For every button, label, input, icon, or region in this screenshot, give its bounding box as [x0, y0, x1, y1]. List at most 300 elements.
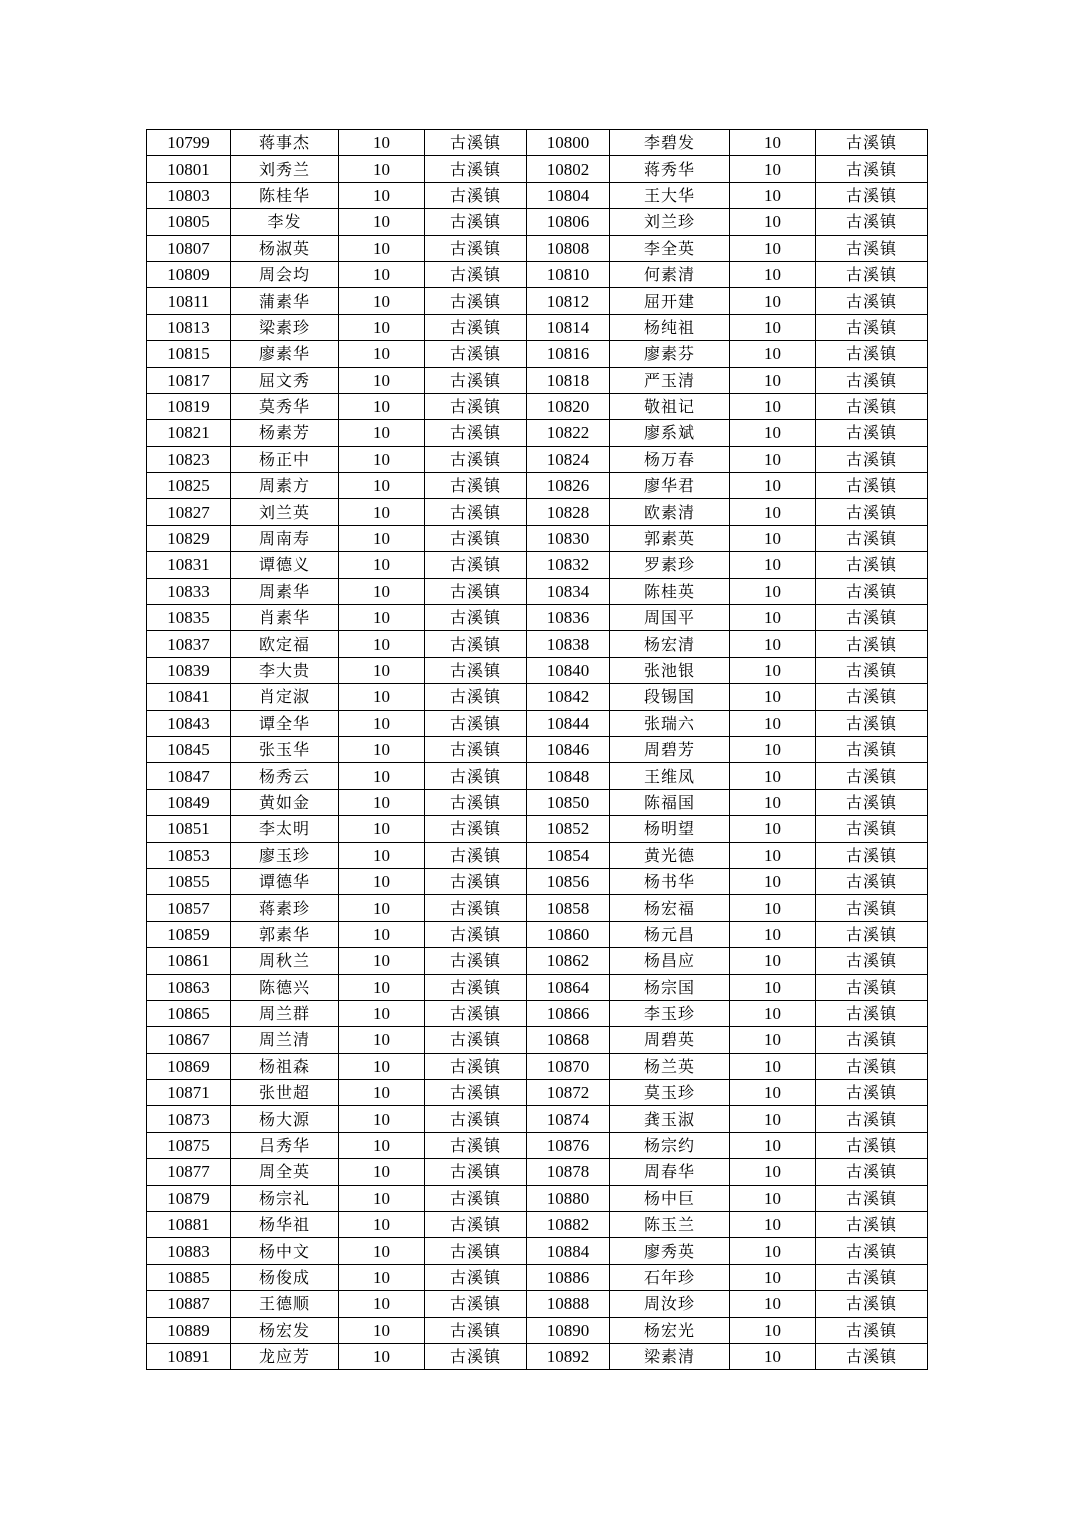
table-row: [147, 1080, 928, 1106]
right-name-cell: 蒋秀华: [610, 156, 730, 182]
right-record-id-cell: 10838: [527, 631, 610, 657]
left-name-cell: 吕秀华: [231, 1132, 339, 1158]
right-town-cell: 古溪镇: [816, 1238, 928, 1264]
left-town-cell: 古溪镇: [425, 367, 527, 393]
right-quantity-cell: 10: [730, 1317, 816, 1343]
left-record-id-cell: 10861: [147, 948, 231, 974]
table-row: [147, 499, 928, 525]
left-quantity-cell: 10: [339, 288, 425, 314]
left-town-cell: 古溪镇: [425, 1238, 527, 1264]
left-name-cell: 陈德兴: [231, 974, 339, 1000]
right-quantity-cell: 10: [730, 789, 816, 815]
right-name-cell: 梁素清: [610, 1343, 730, 1369]
table-row: [147, 1106, 928, 1132]
right-record-id-cell: 10848: [527, 763, 610, 789]
right-name-cell: 周汝珍: [610, 1291, 730, 1317]
left-record-id-cell: 10843: [147, 710, 231, 736]
right-town-cell: 古溪镇: [816, 605, 928, 631]
right-name-cell: 周碧芳: [610, 736, 730, 762]
right-town-cell: 古溪镇: [816, 763, 928, 789]
left-name-cell: 蒋事杰: [231, 130, 339, 156]
table-row: [147, 1291, 928, 1317]
left-quantity-cell: 10: [339, 921, 425, 947]
left-name-cell: 蒋素珍: [231, 895, 339, 921]
left-record-id-cell: 10833: [147, 578, 231, 604]
left-record-id-cell: 10809: [147, 261, 231, 287]
left-name-cell: 梁素珍: [231, 314, 339, 340]
left-record-id-cell: 10867: [147, 1027, 231, 1053]
left-record-id-cell: 10855: [147, 868, 231, 894]
right-town-cell: 古溪镇: [816, 1027, 928, 1053]
left-name-cell: 杨俊成: [231, 1264, 339, 1290]
left-quantity-cell: 10: [339, 631, 425, 657]
right-record-id-cell: 10830: [527, 525, 610, 551]
left-quantity-cell: 10: [339, 1106, 425, 1132]
left-record-id-cell: 10803: [147, 182, 231, 208]
left-name-cell: 张玉华: [231, 736, 339, 762]
right-name-cell: 杨宗国: [610, 974, 730, 1000]
left-quantity-cell: 10: [339, 1027, 425, 1053]
right-town-cell: 古溪镇: [816, 209, 928, 235]
right-name-cell: 刘兰珍: [610, 209, 730, 235]
left-quantity-cell: 10: [339, 868, 425, 894]
left-town-cell: 古溪镇: [425, 182, 527, 208]
right-town-cell: 古溪镇: [816, 684, 928, 710]
left-quantity-cell: 10: [339, 816, 425, 842]
right-town-cell: 古溪镇: [816, 1212, 928, 1238]
left-quantity-cell: 10: [339, 1238, 425, 1264]
left-town-cell: 古溪镇: [425, 1106, 527, 1132]
table-row: [147, 288, 928, 314]
left-town-cell: 古溪镇: [425, 1053, 527, 1079]
right-name-cell: 廖素芬: [610, 341, 730, 367]
right-name-cell: 陈桂英: [610, 578, 730, 604]
right-quantity-cell: 10: [730, 473, 816, 499]
table-row: [147, 1053, 928, 1079]
right-name-cell: 李碧发: [610, 130, 730, 156]
left-name-cell: 谭德华: [231, 868, 339, 894]
right-record-id-cell: 10862: [527, 948, 610, 974]
left-record-id-cell: 10847: [147, 763, 231, 789]
left-name-cell: 莫秀华: [231, 393, 339, 419]
left-record-id-cell: 10827: [147, 499, 231, 525]
left-quantity-cell: 10: [339, 763, 425, 789]
left-quantity-cell: 10: [339, 341, 425, 367]
left-quantity-cell: 10: [339, 789, 425, 815]
left-record-id-cell: 10801: [147, 156, 231, 182]
right-quantity-cell: 10: [730, 1291, 816, 1317]
left-town-cell: 古溪镇: [425, 1080, 527, 1106]
right-quantity-cell: 10: [730, 1080, 816, 1106]
left-name-cell: 周兰群: [231, 1000, 339, 1026]
left-town-cell: 古溪镇: [425, 1132, 527, 1158]
left-town-cell: 古溪镇: [425, 393, 527, 419]
right-name-cell: 段锡国: [610, 684, 730, 710]
right-quantity-cell: 10: [730, 156, 816, 182]
left-record-id-cell: 10873: [147, 1106, 231, 1132]
right-quantity-cell: 10: [730, 1132, 816, 1158]
table-row: [147, 130, 928, 156]
left-quantity-cell: 10: [339, 974, 425, 1000]
right-quantity-cell: 10: [730, 1264, 816, 1290]
left-town-cell: 古溪镇: [425, 763, 527, 789]
right-name-cell: 陈玉兰: [610, 1212, 730, 1238]
right-name-cell: 屈开建: [610, 288, 730, 314]
right-town-cell: 古溪镇: [816, 182, 928, 208]
right-quantity-cell: 10: [730, 605, 816, 631]
right-town-cell: 古溪镇: [816, 842, 928, 868]
left-town-cell: 古溪镇: [425, 789, 527, 815]
right-record-id-cell: 10826: [527, 473, 610, 499]
left-record-id-cell: 10823: [147, 446, 231, 472]
left-name-cell: 李大贵: [231, 657, 339, 683]
left-quantity-cell: 10: [339, 499, 425, 525]
left-name-cell: 屈文秀: [231, 367, 339, 393]
right-quantity-cell: 10: [730, 1106, 816, 1132]
right-quantity-cell: 10: [730, 1159, 816, 1185]
right-town-cell: 古溪镇: [816, 895, 928, 921]
left-quantity-cell: 10: [339, 314, 425, 340]
left-town-cell: 古溪镇: [425, 1291, 527, 1317]
right-record-id-cell: 10886: [527, 1264, 610, 1290]
table-row: [147, 736, 928, 762]
left-quantity-cell: 10: [339, 657, 425, 683]
right-town-cell: 古溪镇: [816, 552, 928, 578]
right-town-cell: 古溪镇: [816, 1080, 928, 1106]
right-quantity-cell: 10: [730, 182, 816, 208]
right-quantity-cell: 10: [730, 1212, 816, 1238]
left-town-cell: 古溪镇: [425, 552, 527, 578]
left-record-id-cell: 10831: [147, 552, 231, 578]
left-record-id-cell: 10839: [147, 657, 231, 683]
left-town-cell: 古溪镇: [425, 948, 527, 974]
left-name-cell: 杨正中: [231, 446, 339, 472]
right-quantity-cell: 10: [730, 657, 816, 683]
right-record-id-cell: 10846: [527, 736, 610, 762]
left-quantity-cell: 10: [339, 948, 425, 974]
right-town-cell: 古溪镇: [816, 1053, 928, 1079]
left-name-cell: 欧定福: [231, 631, 339, 657]
left-town-cell: 古溪镇: [425, 974, 527, 1000]
left-record-id-cell: 10817: [147, 367, 231, 393]
right-name-cell: 李玉珍: [610, 1000, 730, 1026]
right-record-id-cell: 10822: [527, 420, 610, 446]
left-name-cell: 郭素华: [231, 921, 339, 947]
right-name-cell: 杨万春: [610, 446, 730, 472]
right-town-cell: 古溪镇: [816, 710, 928, 736]
table-row: [147, 1132, 928, 1158]
right-record-id-cell: 10810: [527, 261, 610, 287]
right-town-cell: 古溪镇: [816, 314, 928, 340]
left-town-cell: 古溪镇: [425, 235, 527, 261]
left-record-id-cell: 10863: [147, 974, 231, 1000]
left-quantity-cell: 10: [339, 736, 425, 762]
left-name-cell: 廖玉珍: [231, 842, 339, 868]
right-quantity-cell: 10: [730, 525, 816, 551]
left-quantity-cell: 10: [339, 393, 425, 419]
right-name-cell: 欧素清: [610, 499, 730, 525]
table-row: [147, 895, 928, 921]
left-name-cell: 廖素华: [231, 341, 339, 367]
left-quantity-cell: 10: [339, 1159, 425, 1185]
left-quantity-cell: 10: [339, 1317, 425, 1343]
right-name-cell: 李全英: [610, 235, 730, 261]
table-row: [147, 473, 928, 499]
left-name-cell: 杨华祖: [231, 1212, 339, 1238]
left-town-cell: 古溪镇: [425, 446, 527, 472]
left-quantity-cell: 10: [339, 420, 425, 446]
left-quantity-cell: 10: [339, 1291, 425, 1317]
left-name-cell: 杨大源: [231, 1106, 339, 1132]
right-quantity-cell: 10: [730, 974, 816, 1000]
right-record-id-cell: 10858: [527, 895, 610, 921]
right-name-cell: 石年珍: [610, 1264, 730, 1290]
left-record-id-cell: 10819: [147, 393, 231, 419]
left-record-id-cell: 10869: [147, 1053, 231, 1079]
right-quantity-cell: 10: [730, 1238, 816, 1264]
left-record-id-cell: 10825: [147, 473, 231, 499]
table-row: [147, 261, 928, 287]
right-quantity-cell: 10: [730, 209, 816, 235]
left-name-cell: 周素华: [231, 578, 339, 604]
right-town-cell: 古溪镇: [816, 288, 928, 314]
table-row: [147, 763, 928, 789]
right-record-id-cell: 10840: [527, 657, 610, 683]
right-record-id-cell: 10800: [527, 130, 610, 156]
right-quantity-cell: 10: [730, 1027, 816, 1053]
right-name-cell: 杨纯祖: [610, 314, 730, 340]
left-town-cell: 古溪镇: [425, 420, 527, 446]
left-town-cell: 古溪镇: [425, 631, 527, 657]
left-town-cell: 古溪镇: [425, 710, 527, 736]
left-name-cell: 周南寿: [231, 525, 339, 551]
right-record-id-cell: 10802: [527, 156, 610, 182]
left-name-cell: 杨淑英: [231, 235, 339, 261]
left-name-cell: 周秋兰: [231, 948, 339, 974]
right-record-id-cell: 10872: [527, 1080, 610, 1106]
table-row: [147, 1159, 928, 1185]
right-town-cell: 古溪镇: [816, 235, 928, 261]
right-quantity-cell: 10: [730, 736, 816, 762]
left-town-cell: 古溪镇: [425, 130, 527, 156]
right-town-cell: 古溪镇: [816, 156, 928, 182]
left-record-id-cell: 10815: [147, 341, 231, 367]
left-quantity-cell: 10: [339, 1264, 425, 1290]
right-name-cell: 何素清: [610, 261, 730, 287]
left-quantity-cell: 10: [339, 261, 425, 287]
left-quantity-cell: 10: [339, 367, 425, 393]
right-town-cell: 古溪镇: [816, 420, 928, 446]
left-record-id-cell: 10875: [147, 1132, 231, 1158]
right-record-id-cell: 10890: [527, 1317, 610, 1343]
left-quantity-cell: 10: [339, 525, 425, 551]
right-quantity-cell: 10: [730, 1343, 816, 1369]
table-row: [147, 1317, 928, 1343]
left-town-cell: 古溪镇: [425, 1000, 527, 1026]
right-name-cell: 陈福国: [610, 789, 730, 815]
right-quantity-cell: 10: [730, 842, 816, 868]
table-row: [147, 1027, 928, 1053]
left-record-id-cell: 10883: [147, 1238, 231, 1264]
left-town-cell: 古溪镇: [425, 525, 527, 551]
left-quantity-cell: 10: [339, 605, 425, 631]
left-record-id-cell: 10837: [147, 631, 231, 657]
right-town-cell: 古溪镇: [816, 499, 928, 525]
right-name-cell: 罗素珍: [610, 552, 730, 578]
left-name-cell: 杨祖森: [231, 1053, 339, 1079]
left-town-cell: 古溪镇: [425, 657, 527, 683]
right-town-cell: 古溪镇: [816, 525, 928, 551]
right-quantity-cell: 10: [730, 1053, 816, 1079]
right-name-cell: 杨中巨: [610, 1185, 730, 1211]
table-row: [147, 1264, 928, 1290]
right-record-id-cell: 10850: [527, 789, 610, 815]
left-town-cell: 古溪镇: [425, 684, 527, 710]
table-row: [147, 868, 928, 894]
right-name-cell: 杨书华: [610, 868, 730, 894]
left-town-cell: 古溪镇: [425, 1317, 527, 1343]
left-name-cell: 周兰清: [231, 1027, 339, 1053]
left-record-id-cell: 10889: [147, 1317, 231, 1343]
right-record-id-cell: 10856: [527, 868, 610, 894]
left-quantity-cell: 10: [339, 895, 425, 921]
right-record-id-cell: 10868: [527, 1027, 610, 1053]
left-record-id-cell: 10845: [147, 736, 231, 762]
roster-table: [146, 129, 928, 1370]
left-town-cell: 古溪镇: [425, 1264, 527, 1290]
table-row: [147, 842, 928, 868]
right-name-cell: 杨昌应: [610, 948, 730, 974]
roster-body: [147, 130, 928, 1370]
left-quantity-cell: 10: [339, 182, 425, 208]
left-record-id-cell: 10849: [147, 789, 231, 815]
left-record-id-cell: 10829: [147, 525, 231, 551]
left-record-id-cell: 10821: [147, 420, 231, 446]
left-town-cell: 古溪镇: [425, 1212, 527, 1238]
right-record-id-cell: 10854: [527, 842, 610, 868]
right-record-id-cell: 10820: [527, 393, 610, 419]
left-record-id-cell: 10805: [147, 209, 231, 235]
table-row: [147, 631, 928, 657]
right-quantity-cell: 10: [730, 684, 816, 710]
left-record-id-cell: 10887: [147, 1291, 231, 1317]
right-quantity-cell: 10: [730, 578, 816, 604]
right-record-id-cell: 10876: [527, 1132, 610, 1158]
table-row: [147, 156, 928, 182]
right-record-id-cell: 10884: [527, 1238, 610, 1264]
left-town-cell: 古溪镇: [425, 868, 527, 894]
right-quantity-cell: 10: [730, 816, 816, 842]
left-quantity-cell: 10: [339, 578, 425, 604]
left-town-cell: 古溪镇: [425, 473, 527, 499]
left-name-cell: 蒲素华: [231, 288, 339, 314]
right-record-id-cell: 10828: [527, 499, 610, 525]
right-record-id-cell: 10878: [527, 1159, 610, 1185]
left-quantity-cell: 10: [339, 209, 425, 235]
right-town-cell: 古溪镇: [816, 948, 928, 974]
left-record-id-cell: 10879: [147, 1185, 231, 1211]
right-quantity-cell: 10: [730, 446, 816, 472]
table-row: [147, 209, 928, 235]
table-row: [147, 393, 928, 419]
right-record-id-cell: 10804: [527, 182, 610, 208]
table-row: [147, 552, 928, 578]
table-row: [147, 341, 928, 367]
left-quantity-cell: 10: [339, 130, 425, 156]
right-name-cell: 杨元昌: [610, 921, 730, 947]
left-record-id-cell: 10811: [147, 288, 231, 314]
left-name-cell: 谭德义: [231, 552, 339, 578]
left-town-cell: 古溪镇: [425, 921, 527, 947]
table-row: [147, 1212, 928, 1238]
table-row: [147, 974, 928, 1000]
right-record-id-cell: 10860: [527, 921, 610, 947]
left-name-cell: 杨中文: [231, 1238, 339, 1264]
left-town-cell: 古溪镇: [425, 1159, 527, 1185]
left-name-cell: 龙应芳: [231, 1343, 339, 1369]
left-name-cell: 陈桂华: [231, 182, 339, 208]
right-quantity-cell: 10: [730, 235, 816, 261]
table-row: [147, 684, 928, 710]
left-record-id-cell: 10813: [147, 314, 231, 340]
left-name-cell: 黄如金: [231, 789, 339, 815]
table-row: [147, 235, 928, 261]
left-name-cell: 张世超: [231, 1080, 339, 1106]
left-town-cell: 古溪镇: [425, 261, 527, 287]
left-town-cell: 古溪镇: [425, 1027, 527, 1053]
right-record-id-cell: 10892: [527, 1343, 610, 1369]
right-name-cell: 黄光德: [610, 842, 730, 868]
left-quantity-cell: 10: [339, 842, 425, 868]
right-quantity-cell: 10: [730, 552, 816, 578]
right-record-id-cell: 10832: [527, 552, 610, 578]
right-quantity-cell: 10: [730, 1185, 816, 1211]
right-town-cell: 古溪镇: [816, 1291, 928, 1317]
left-record-id-cell: 10853: [147, 842, 231, 868]
left-town-cell: 古溪镇: [425, 314, 527, 340]
left-name-cell: 周会均: [231, 261, 339, 287]
table-row: [147, 1343, 928, 1369]
right-record-id-cell: 10818: [527, 367, 610, 393]
table-row: [147, 182, 928, 208]
right-record-id-cell: 10888: [527, 1291, 610, 1317]
right-record-id-cell: 10816: [527, 341, 610, 367]
right-town-cell: 古溪镇: [816, 130, 928, 156]
left-quantity-cell: 10: [339, 684, 425, 710]
right-name-cell: 杨宏清: [610, 631, 730, 657]
right-name-cell: 周国平: [610, 605, 730, 631]
table-row: [147, 314, 928, 340]
left-name-cell: 李发: [231, 209, 339, 235]
right-name-cell: 郭素英: [610, 525, 730, 551]
table-row: [147, 816, 928, 842]
right-town-cell: 古溪镇: [816, 1343, 928, 1369]
right-name-cell: 杨兰英: [610, 1053, 730, 1079]
left-town-cell: 古溪镇: [425, 842, 527, 868]
left-record-id-cell: 10835: [147, 605, 231, 631]
right-name-cell: 龚玉淑: [610, 1106, 730, 1132]
right-town-cell: 古溪镇: [816, 1132, 928, 1158]
table-row: [147, 948, 928, 974]
table-row: [147, 525, 928, 551]
table-row: [147, 578, 928, 604]
left-quantity-cell: 10: [339, 156, 425, 182]
left-name-cell: 肖素华: [231, 605, 339, 631]
right-record-id-cell: 10812: [527, 288, 610, 314]
left-name-cell: 谭全华: [231, 710, 339, 736]
right-town-cell: 古溪镇: [816, 261, 928, 287]
left-quantity-cell: 10: [339, 235, 425, 261]
